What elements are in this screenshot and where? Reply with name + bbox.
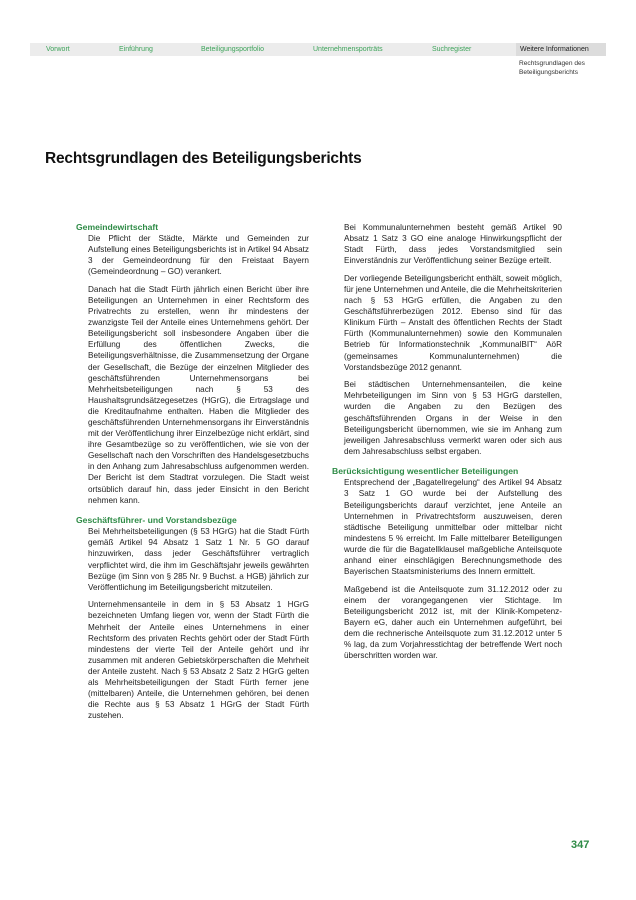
left-column [76, 222, 309, 728]
paragraph: Unternehmensanteile in dem in § 53 Absatz 1 HGrG bezeichneten Umfang liegen vor, wenn der Stadt Fürth die Mehrheit der Anteile eines Unternehmens in einer Rechtsform des privaten Rechts gehört oder der Stadt Fürth mindestens der vierte Teil der Anteile gehört und ihr zusammen mit anderen Gebietskörperschaften die Mehrheit der Anteile zusteht. Nach § 53 Absatz 2 Satz 2 HGrG gelten als Mehrheitsbeteiligungen der Stadt Fürth ferner jene (mittelbaren) Anteile, die Unternehmen gehören, bei denen die Rechte aus § 53 Absatz 1 HGrG der Stadt Fürth zustehen. [88, 600, 309, 721]
nav-item-weitere-informationen[interactable]: Weitere Informationen [516, 43, 606, 56]
paragraph: Bei Mehrheitsbeteiligungen (§ 53 HGrG) hat die Stadt Fürth gemäß Artikel 94 Absatz 1 Satz 1 Nr. 5 GO darauf hinzuwirken, dass jeder Geschäftsführer vertraglich verpflichtet wird, die ihm im Geschäftsjahr jeweils gewährten Bezüge (im Sinn von § 285 Nr. 9 Buchst. a HGB) jährlich zur Veröffentlichung im Beteiligungsbericht mitzuteilen. [88, 527, 309, 592]
paragraph: Bei Kommunalunternehmen besteht gemäß Artikel 90 Absatz 1 Satz 3 GO eine analoge Hinwirkungspflicht der Stadt Fürth, dass jedes Vorstandsmitglied sein Einverständnis zur Veröffentlichung seiner Bezüge erteilt. [344, 223, 562, 266]
nav-item-beteiligungsportfolio[interactable]: Beteiligungsportfolio [201, 46, 265, 53]
paragraph: Der vorliegende Beteiligungsbericht enthält, soweit möglich, für jene Unternehmen und Anteile, die die Mehrheitskriterien nach § 53 HGrG erfüllen, die Angaben zu den Geschäftsführerbezügen 2012. Ebenso sind für das Klinikum Fürth – Anstalt des öffentlichen Rechts der Stadt Fürth (Kommunalunternehmen) sowie den Kommunalen Betrieb für Informationstechnik „KommunalBIT“ AöR (gemeinsames Kommunalunternehmen) die Vorstandsbezüge 2012 genannt. [344, 273, 563, 372]
nav-item-unternehmensportraets[interactable]: Unternehmensporträts [313, 46, 383, 53]
section-heading-bezuege: Geschäftsführer- und Vorstandsbezüge [76, 515, 237, 526]
section-heading-gemeindewirtschaft: Gemeindewirtschaft [76, 222, 159, 232]
top-navigation [30, 43, 606, 56]
paragraph: Maßgebend ist die Anteilsquote zum 31.12.2012 oder zu einem der vorangegangenen vier Stichtage. Im Beteiligungsbericht 2012 ist, mit der Klinik-Kompetenz-Bayern eG, daher auch ein Unternehmen aufgeführt, bei dem die rechnerische Anteilsquote zum 31.12.2012 unter 5 % lag, da zum Vorjahresstichtag der betreffende Wert noch überschritten worden war. [344, 584, 562, 661]
page-title: Rechtsgrundlagen des Beteiligungsberichts [45, 150, 362, 167]
page-number: 347 [571, 839, 590, 851]
right-column [332, 222, 562, 668]
paragraph: Entsprechend der „Bagatellregelung“ des Artikel 94 Absatz 3 Satz 1 GO wurde bei der Aufstellung des Beteiligungsberichts darauf verzichtet, jene Anteile an Unternehmen in Privatrechtsform auszuweisen, deren städtische Beteiligung unmittelbar oder mittelbar nicht mindestens 5 % erreicht. Im Falle mittelbarer Beteiligungen wurde die für die Bagatellklausel maßgebliche Anteilsquote anhand einer einschlägigen Berechnungsmethode des Bayerischen Staatsministeriums des Innern ermittelt. [344, 478, 562, 577]
nav-item-suchregister[interactable]: Suchregister [432, 46, 472, 53]
nav-item-vorwort[interactable]: Vorwort [46, 46, 70, 53]
section-heading-wesentliche-beteiligungen: Berücksichtigung wesentlicher Beteiligungen [332, 466, 519, 477]
paragraph: Danach hat die Stadt Fürth jährlich einen Bericht über ihre Beteiligungen an Unternehmen in einer Rechtsform des Privatrechts zu erstellen, wenn ihr mindestens der zwanzigste Teil der Anteile eines Unternehmens gehört. Der Beteiligungsbericht soll insbesondere Angaben über die Erfüllung des öffentlichen Zwecks, die Beteiligungsverhältnisse, die Zusammensetzung der Organe der Gesellschaft, die Bezüge der einzelnen Mitglieder des geschäftsführenden Unternehmensorgans bei Mehrheitsbeteiligungen nach § 53 des Haushaltsgrundsätzegesetzes (HGrG), die Ertragslage und die Kreditaufnahme enthalten. Haben die Mitglieder des geschäftsführenden Unternehmensorgans ihr Einverständnis mit der Veröffentlichung ihrer Einzelbezüge nicht erklärt, sind ihre Gesamtbezüge so zu veröffentlichen, wie sie von der Gesellschaft nach den Vorschriften des Handelsgesetzbuchs in den Anhang zum Jahresabschluss aufgenommen werden. Der Bericht ist dem Stadtrat vorzulegen. Die Stadt weist ortsüblich darauf hin, dass jeder Einsicht in den Bericht nehmen kann. [88, 284, 309, 505]
nav-subitem-rechtsgrundlagen[interactable]: Rechtsgrundlagen des Beteiligungsberichts [519, 60, 585, 76]
paragraph: Die Pflicht der Städte, Märkte und Gemeinden zur Aufstellung eines Beteiligungsberichts ist in Artikel 94 Absatz 3 der Gemeindeordnung für den Freistaat Bayern (Gemeindeordnung – GO) verankert. [88, 234, 309, 277]
nav-item-einfuehrung[interactable]: Einführung [119, 46, 153, 53]
paragraph: Bei städtischen Unternehmensanteilen, die keine Mehrbeteiligungen im Sinn von § 53 HGrG darstellen, wurden die Angaben zu den Bezügen des geschäftsführenden Organs in der Weise in den Beteiligungsbericht übernommen, wie sie im Anhang zum jeweiligen Jahresabschluss vermerkt waren oder sich aus dem Jahresabschluss selbst ergaben. [344, 380, 562, 456]
